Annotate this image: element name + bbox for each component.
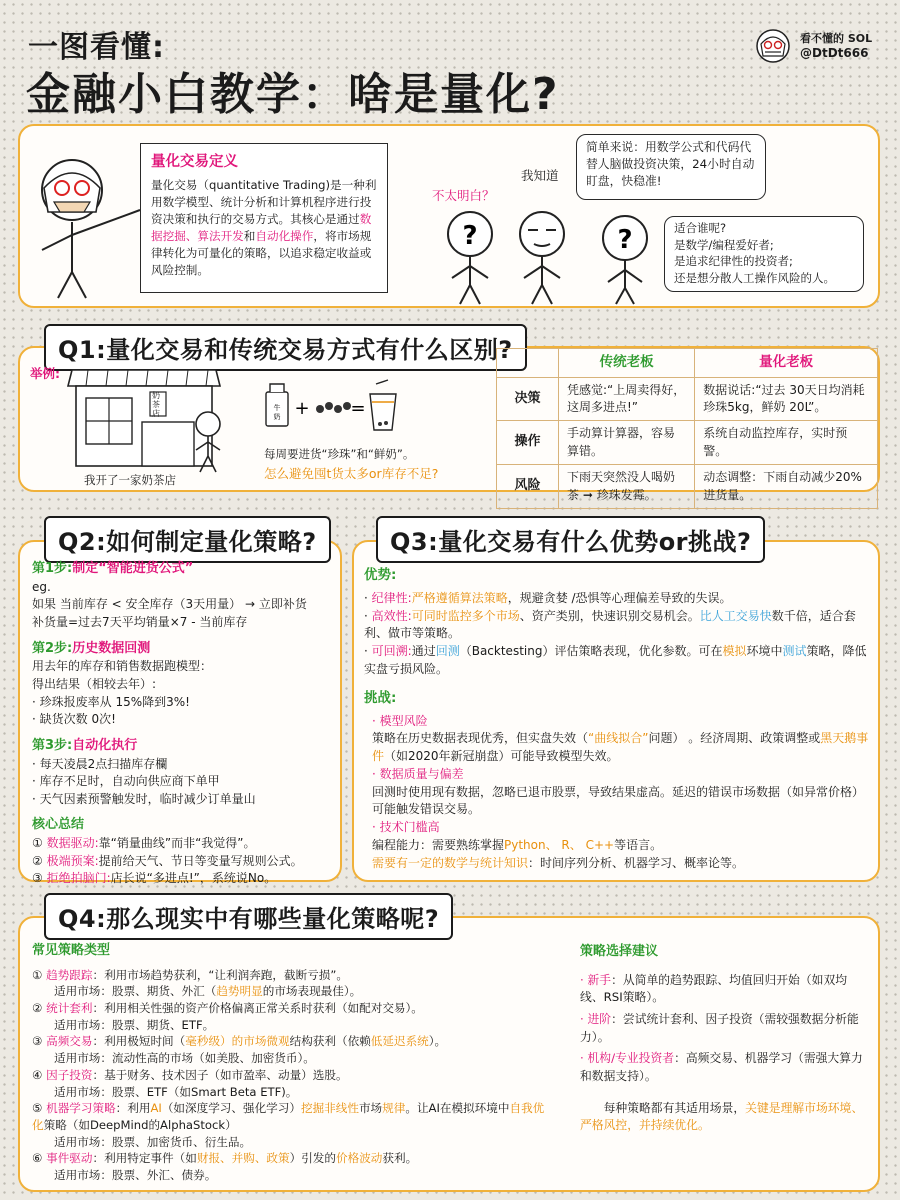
step1-label: 第1步:	[32, 561, 73, 576]
svg-text:?: ?	[617, 225, 633, 255]
step3-heading	[32, 737, 336, 756]
strategy-highlight: 自我优化	[32, 1101, 545, 1132]
strategy-item	[32, 1000, 552, 1017]
summary-key: 极端预案:	[46, 853, 99, 868]
market-highlight: 趋势明显	[216, 984, 263, 999]
question-characters	[440, 200, 670, 305]
challenge-highlight: “曲线拟合”	[588, 731, 649, 746]
step1-name: 制定“智能进货公式”	[72, 561, 194, 576]
market-text: 适用市场：股票、期货、外汇（	[54, 984, 217, 999]
svg-text:奶: 奶	[273, 413, 281, 421]
strategy-text: ：利用极短时间（	[92, 1034, 186, 1049]
ingredients-illustration	[262, 376, 402, 432]
strategy-highlight: 挖掘非线性	[300, 1101, 359, 1116]
strategy-text: ：基于财务、技术因子（如市盈率、动量）选股。	[92, 1067, 348, 1082]
advice-text: ：从简单的趋势跟踪、均值回归开始（如双均线、RSI策略）。	[580, 972, 848, 1005]
advice-final	[580, 1100, 870, 1135]
strategy-highlight: 毫秒级）的市场微观	[185, 1034, 290, 1049]
strategy-types	[32, 942, 552, 1184]
challenge-highlight: 黑天鹅事件	[372, 731, 869, 764]
strategy-text: 结构获利（依赖	[289, 1034, 371, 1049]
advantage-item: · 纪律性:严格遵循算法策略，规避贪婪 /恐惧等心理偏差导致的失误。	[364, 590, 732, 605]
svg-text:?: ?	[462, 221, 478, 251]
strategy-market: 适用市场：流动性高的市场（如美股、加密货币）。	[54, 1051, 315, 1066]
challenge-text: 回测时使用现有数据，忽略已退市股票，导致结果虚高。延迟的错误市场数据（如异常价格）可能触发错误交易。	[372, 784, 865, 817]
comparison-table	[496, 348, 878, 502]
strategy-key: 因子投资	[46, 1067, 93, 1082]
row-label: 风险	[497, 465, 559, 509]
strategy-text: ）。	[428, 1034, 447, 1049]
strategy-key: 事件驱动	[46, 1151, 93, 1166]
strategy-text: （如深度学习、强化学习）	[161, 1101, 301, 1116]
challenge-key: · 数据质量与偏差	[372, 766, 464, 781]
q2-title: Q2:如何制定量化策略?	[44, 516, 331, 563]
step3-line: · 每天凌晨2点扫描库存欄	[32, 756, 168, 771]
page-title: 金融小白教学：啥是量化?	[26, 69, 560, 120]
adv-text: 环境中	[746, 644, 783, 659]
who-line: 还是想分散人工操作风险的人。	[674, 271, 835, 286]
challenge-key: · 技术门槛高	[372, 820, 440, 835]
challenge-text-part: （如2020年新冠崩盘）可能导致模型失效。	[384, 749, 619, 764]
step2-label: 第2步:	[32, 640, 73, 656]
definition-p1: 量化交易（quantitative Trading)是一种利用数学模型、统计分析和计算机程序进行投资决策和执行的交易方式。其核心是通过	[151, 178, 377, 226]
strategy-item	[32, 1150, 552, 1167]
advice-text: ：高频交易、机器学习（需强大算力和数据支持）。	[580, 1051, 863, 1083]
header-kicker: 一图看懂:	[28, 30, 165, 65]
challenge-text-part: 编程能力：需要熟练掌握	[372, 837, 505, 852]
strategy-types-heading: 常见策略类型	[32, 943, 111, 958]
strategy-num: ①	[32, 967, 47, 982]
step2-line: 用去年的库存和销售数据跑模型：	[32, 659, 213, 674]
adv-highlight: 测试	[782, 644, 807, 659]
shop-sign: 奶茶店	[152, 391, 160, 418]
strategy-num: ③	[32, 1034, 47, 1049]
challenges-heading: 挑战:	[364, 689, 397, 706]
definition-hl2: 自动化操作	[255, 228, 314, 243]
advice-item	[580, 1050, 870, 1085]
definition-box	[140, 143, 388, 293]
advice-key: · 机构/专业投资者	[580, 1051, 675, 1066]
final-highlight: 关键是理解市场环境、严格风控，并持续优化。	[580, 1100, 864, 1133]
adv-text: ，规避贪婪 /恐惧等心理偏差导致的失误。	[507, 590, 732, 605]
table-corner	[497, 349, 559, 378]
table-cell: 系统自动监控库存，实时预警。	[695, 421, 878, 465]
svg-text:+: +	[294, 398, 310, 419]
author-avatar	[755, 28, 791, 64]
advice-heading: 策略选择建议	[580, 944, 659, 959]
challenge-text-part: ：时间序列分析、机器学习、概率论等。	[528, 855, 745, 870]
author-handle: @DtDt666	[800, 46, 869, 60]
q3-title: Q3:量化交易有什么优势or挑战?	[376, 516, 765, 563]
challenge-highlight: 需要有一定的数学与统计知识	[372, 855, 529, 870]
step2-name: 历史数据回测	[72, 640, 151, 656]
example-label: 举例:	[30, 366, 60, 381]
teacher-character	[22, 150, 152, 300]
row-label: 决策	[497, 377, 559, 421]
summary-num: ①	[32, 836, 43, 851]
challenge-key: · 模型风险	[372, 713, 428, 728]
definition-title: 量化交易定义	[151, 154, 238, 170]
strategy-text: ：利用相关性强的资产价格偏离正常关系时获利（如配对交易）。	[92, 1001, 423, 1016]
advantage-item: · 可回溯:通过回测（Backtesting）评估策略表现，优化参数。可在模拟环境中测试策略，降低实盘亏损风险。	[364, 644, 867, 676]
challenge-text-part: 策略在历史数据表现优秀，但实盘失效（	[372, 731, 589, 746]
table-cell: 动态调整：下雨自动减少20%进货量。	[695, 465, 878, 509]
step3-line: · 库存不足时，自动向供应商下单甲	[32, 774, 220, 789]
restock-question: 怎么避免囤t货太多or库存不足?	[264, 466, 439, 481]
advantage-item: · 高效性:可同时监控多个市场、资产类别，快速识别交易机会。比人工交易快数千倍，适合套利、做市等策略。	[364, 608, 856, 641]
col-quant-header: 量化老板	[695, 349, 878, 378]
challenge-text	[364, 730, 872, 766]
who-line: 是数学/编程爱好者;	[674, 237, 774, 252]
adv-key: 可回溯:	[371, 644, 412, 659]
svg-text:牛: 牛	[273, 404, 281, 412]
definition-hl1: 数据挖掘、算法开发	[151, 211, 372, 243]
challenge-text	[364, 837, 872, 855]
summary-item	[32, 835, 336, 853]
adv-text: 通过	[411, 644, 436, 659]
step2-line: · 珍珠报废率从 15%降到3%!	[32, 694, 190, 709]
step1-line: 如果 当前库存 < 安全库存（3天用量） → 立即补货	[32, 597, 307, 612]
step2-line: 得出结果（相较去年）:	[32, 677, 157, 691]
author-name: 看不懂的 SOL	[800, 32, 873, 45]
strategy-text: 。让AI在模拟环境中	[405, 1101, 510, 1116]
challenge-text-part: 等语言。	[614, 837, 663, 852]
summary-item	[32, 853, 336, 871]
summary-heading: 核心总结	[32, 817, 85, 833]
strategy-text: ：利用	[115, 1101, 151, 1116]
strategy-text: 策略（如DeepMind的AlphaStock）	[43, 1117, 237, 1132]
step1-heading	[32, 560, 336, 579]
who-line: 适合谁呢?	[674, 221, 727, 235]
definition-p2: ，将市场规律转化为可量化的策略，以追求稳定收益或风险控制。	[151, 228, 372, 277]
adv-key: 高效性:	[371, 608, 412, 623]
who-suits-bubble	[664, 216, 864, 292]
strategy-market: 适用市场：股票、期货、ETF。	[54, 1017, 215, 1032]
challenge-highlight: Python、 R、 C++	[504, 837, 615, 852]
strategy-text: ）引发的	[289, 1151, 336, 1166]
adv-highlight: 可同时监控多个市场	[411, 608, 520, 623]
table-row	[497, 377, 878, 421]
adv-highlight: 严格遵循算法策略	[411, 590, 508, 605]
strategy-market: 适用市场：股票、ETF（如Smart Beta ETF)。	[54, 1084, 298, 1099]
step3-line: · 天气因素预警触发时，临时减少订单量山	[32, 791, 256, 806]
step1-line: 补货量=过去7天平均销量×7 - 当前库存	[32, 615, 248, 629]
strategy-item	[32, 1067, 552, 1084]
person-icon	[188, 410, 228, 474]
advice-text: ：尝试统计套利、因子投资（需较强数据分析能力）。	[580, 1011, 859, 1044]
strategy-highlight: AI	[150, 1101, 162, 1116]
challenge-text-part: 问题） 。经济周期、政策调整或	[648, 731, 821, 746]
strategy-market	[32, 983, 552, 1000]
definition-and: 和	[243, 228, 256, 243]
strategy-market: 适用市场：股票、外汇、债券。	[54, 1167, 217, 1182]
table-cell: 下雨天突然没人喝奶茶 ➞ 珍珠发霉。	[559, 465, 695, 509]
strategy-text: ：利用特定事件（如	[92, 1151, 197, 1166]
row-label: 操作	[497, 421, 559, 465]
step2-heading	[32, 640, 336, 659]
adv-key: 纪律性:	[371, 590, 412, 605]
strategy-highlight: 低延迟系统	[370, 1034, 429, 1049]
table-cell: 数据说话:“过去 30天日均消耗珍珠5kg，鲜奶 20L”。	[695, 377, 878, 421]
table-cell: 手动算计算器，容易算错。	[559, 421, 695, 465]
strategy-key: 高频交易	[46, 1034, 93, 1049]
adv-text: （Backtesting）评估策略表现，优化参数。可在	[459, 644, 723, 659]
adv-highlight: 比人工交易快	[699, 608, 772, 623]
summary-key: 数据驱动:	[46, 836, 99, 851]
strategy-key: 趋势跟踪	[46, 967, 93, 982]
table-cell: 凭感觉:“上周卖得好，这周多进点!”	[559, 377, 695, 421]
strategy-item	[32, 1033, 552, 1050]
step2-line: · 缺货次数 0次!	[32, 712, 116, 727]
shop-caption: 我开了一家奶茶店	[84, 473, 176, 487]
summary-num: ③	[32, 871, 43, 886]
strategy-highlight: 价格波动	[336, 1151, 383, 1166]
strategy-item	[32, 1100, 552, 1133]
who-line: 是追求纪律性的投资者;	[674, 254, 793, 269]
final-text: 每种策略都有其适用场景，	[603, 1100, 746, 1115]
q1-title: Q1:量化交易和传统交易方式有什么区别?	[44, 324, 527, 371]
table-row	[497, 421, 878, 465]
advice-item	[580, 972, 870, 1007]
q2-content	[32, 560, 336, 888]
summary-text: 店长说“多进点!”，系统说No。	[110, 871, 277, 886]
adv-text: 、资产类别，快速识别交易机会。	[519, 608, 700, 623]
advantages-heading: 优势:	[364, 567, 397, 583]
strategy-text: 获利。	[382, 1151, 418, 1166]
table-row	[497, 465, 878, 509]
summary-text: 提前给天气、节日等变量写规则公式。	[98, 853, 303, 868]
summary-key: 拒绝拍脑门:	[46, 871, 111, 886]
strategy-advice	[580, 942, 870, 1135]
step3-label: 第3步:	[32, 737, 73, 753]
strategy-num: ②	[32, 1001, 47, 1016]
strategy-num: ④	[32, 1067, 47, 1082]
summary-num: ②	[32, 853, 43, 868]
q4-title: Q4:那么现实中有哪些量化策略呢?	[44, 893, 453, 940]
simple-explanation-bubble	[576, 134, 766, 200]
advice-key: · 进阶	[580, 1011, 612, 1026]
confused-label: 不太明白？	[432, 188, 495, 203]
step3-name: 自动化执行	[72, 737, 138, 753]
q3-content	[364, 566, 872, 872]
adv-text: 策略，降低实盘亏损风险。	[364, 644, 867, 676]
advice-item	[580, 1011, 870, 1046]
adv-highlight: 回测	[435, 644, 460, 659]
strategy-num: ⑥	[32, 1151, 47, 1166]
i-know-label: 我知道	[521, 168, 559, 183]
strategy-highlight: 财报、并购、政策	[196, 1151, 290, 1166]
col-traditional-header: 传统老板	[559, 349, 695, 378]
strategy-item	[32, 967, 552, 984]
summary-item	[32, 870, 336, 888]
step1-line: eg.	[32, 579, 51, 594]
challenge-text	[364, 855, 872, 873]
adv-text: 数千倍，适合套利、做市等策略。	[364, 608, 856, 641]
strategy-text: ：利用市场趋势获利，“让利润奔跑，截断亏损”。	[92, 967, 348, 982]
strategy-num: ⑤	[32, 1101, 47, 1116]
weekly-restock-text: 每周要进货“珍珠”和“鲜奶”。	[264, 447, 415, 461]
advice-key: · 新手	[580, 972, 612, 987]
strategy-text: 市场	[358, 1101, 383, 1116]
strategy-market: 适用市场：股票、加密货币、衍生品。	[54, 1134, 252, 1149]
adv-highlight: 模拟	[722, 644, 747, 659]
strategy-key: 统计套利	[46, 1001, 93, 1016]
definition-text	[151, 177, 377, 279]
market-text: 的市场表现最佳）。	[262, 984, 362, 999]
strategy-highlight: 规律	[382, 1101, 406, 1116]
strategy-key: 机器学习策略	[46, 1101, 116, 1116]
simple-explanation-text: 简单来说：用数学公式和代码代替人脑做投资决策，24小时自动盯盘，快稳准!	[586, 140, 755, 189]
summary-text: 靠“销量曲线”而非“我觉得”。	[98, 836, 256, 851]
svg-text:=: =	[350, 398, 366, 419]
